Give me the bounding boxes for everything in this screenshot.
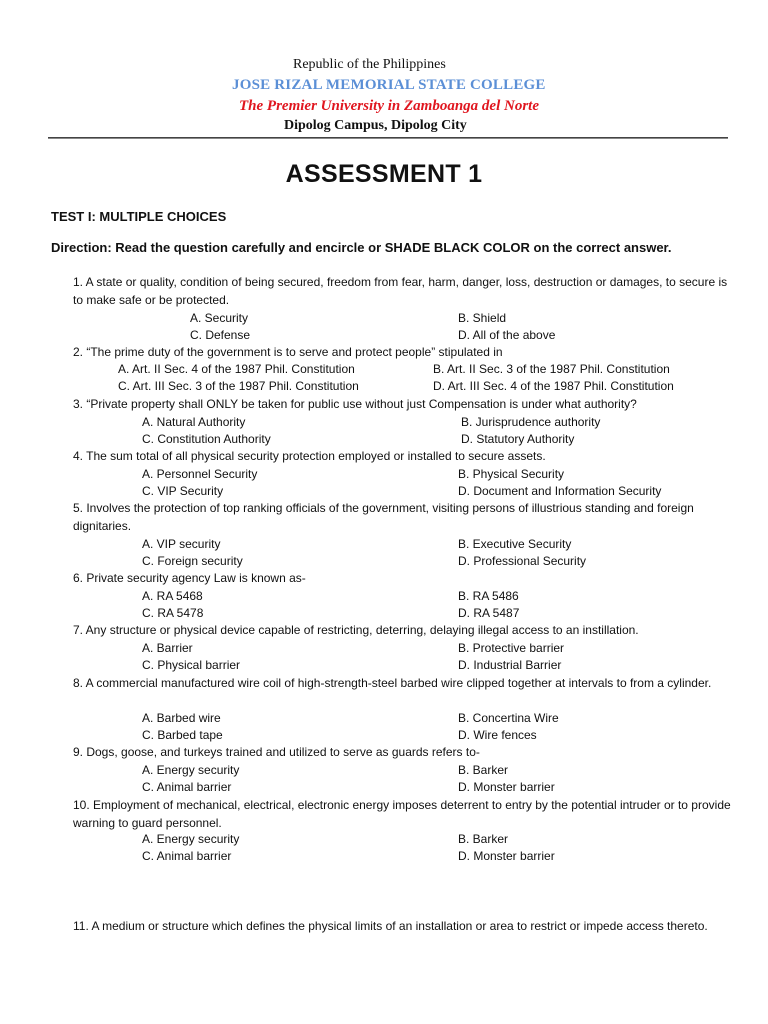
question-text: 2. “The prime duty of the government is to serve and protect people” stipulated in <box>73 345 503 359</box>
option-c[interactable]: C. Art. III Sec. 3 of the 1987 Phil. Constitution <box>118 379 359 393</box>
campus-line: Dipolog Campus, Dipolog City <box>284 118 467 133</box>
question-text: 3. “Private property shall ONLY be taken for public use without just Compensation is under what authority? <box>73 397 637 411</box>
option-d[interactable]: D. RA 5487 <box>458 606 520 620</box>
option-d[interactable]: D. Statutory Authority <box>461 432 575 446</box>
test-heading: TEST I: MULTIPLE CHOICES <box>51 209 227 224</box>
option-d[interactable]: D. Document and Information Security <box>458 484 662 498</box>
option-d[interactable]: D. Monster barrier <box>458 780 555 794</box>
question-text: 1. A state or quality, condition of being secured, freedom from fear, harm, danger, loss, destruction or damages, to secure is to make safe or be protected. <box>73 275 728 307</box>
question-text: 6. Private security agency Law is known as- <box>73 571 306 585</box>
college-name: JOSE RIZAL MEMORIAL STATE COLLEGE <box>232 77 546 93</box>
option-c[interactable]: C. Physical barrier <box>142 658 241 672</box>
question-text: 4. The sum total of all physical security protection employed or installed to secure assets. <box>73 449 546 463</box>
option-c[interactable]: C. Constitution Authority <box>142 432 271 446</box>
option-b[interactable]: B. Physical Security <box>458 467 565 481</box>
option-c[interactable]: C. Foreign security <box>142 554 243 568</box>
option-a[interactable]: A. Natural Authority <box>142 415 246 429</box>
question-text: 9. Dogs, goose, and turkeys trained and utilized to serve as guards refers to- <box>73 745 480 759</box>
option-d[interactable]: D. Wire fences <box>458 728 537 742</box>
option-c[interactable]: C. VIP Security <box>142 484 224 498</box>
option-b[interactable]: B. Concertina Wire <box>458 711 559 725</box>
header-divider <box>48 137 728 139</box>
option-c[interactable]: C. Animal barrier <box>142 849 232 863</box>
direction-text: Direction: Read the question carefully and encircle or SHADE BLACK COLOR on the correct answer. <box>51 240 672 255</box>
question-text: 11. A medium or structure which defines the physical limits of an installation or area to restrict or impede access thereto. <box>73 919 708 933</box>
option-c[interactable]: C. Barbed tape <box>142 728 223 742</box>
option-a[interactable]: A. Barbed wire <box>142 711 221 725</box>
option-a[interactable]: A. Personnel Security <box>142 467 258 481</box>
option-d[interactable]: D. Industrial Barrier <box>458 658 562 672</box>
option-a[interactable]: A. VIP security <box>142 537 221 551</box>
option-b[interactable]: B. Barker <box>458 763 509 777</box>
option-b[interactable]: B. Art. II Sec. 3 of the 1987 Phil. Constitution <box>433 362 670 376</box>
country-line: Republic of the Philippines <box>293 57 446 72</box>
option-c[interactable]: C. Defense <box>190 328 251 342</box>
option-d[interactable]: D. Art. III Sec. 4 of the 1987 Phil. Constitution <box>433 379 674 393</box>
option-a[interactable]: A. Art. II Sec. 4 of the 1987 Phil. Constitution <box>118 362 355 376</box>
option-b[interactable]: B. Protective barrier <box>458 641 565 655</box>
option-a[interactable]: A. Security <box>190 311 249 325</box>
question-text: 5. Involves the protection of top ranking officials of the government, visiting persons of illustrious standing and foreign dignitaries. <box>73 501 694 533</box>
college-tagline: The Premier University in Zamboanga del Norte <box>239 98 539 114</box>
option-a[interactable]: A. RA 5468 <box>142 589 203 603</box>
option-d[interactable]: D. Professional Security <box>458 554 587 568</box>
page-title: ASSESSMENT 1 <box>285 160 483 188</box>
option-b[interactable]: B. Shield <box>458 311 507 325</box>
option-b[interactable]: B. Jurisprudence authority <box>461 415 601 429</box>
option-b[interactable]: B. Barker <box>458 832 509 846</box>
question-text: 8. A commercial manufactured wire coil of high-strength-steel barbed wire clipped together at intervals to from a cylinder. <box>73 676 712 690</box>
option-c[interactable]: C. RA 5478 <box>142 606 204 620</box>
option-c[interactable]: C. Animal barrier <box>142 780 232 794</box>
question-text: 10. Employment of mechanical, electrical, electronic energy imposes deterrent to entry by the potential intruder or to provide warning to guard personnel. <box>73 798 731 830</box>
option-b[interactable]: B. Executive Security <box>458 537 572 551</box>
option-a[interactable]: A. Barrier <box>142 641 193 655</box>
option-d[interactable]: D. All of the above <box>458 328 556 342</box>
option-b[interactable]: B. RA 5486 <box>458 589 519 603</box>
question-text: 7. Any structure or physical device capable of restricting, deterring, delaying illegal access to an instillation. <box>73 623 639 637</box>
option-a[interactable]: A. Energy security <box>142 763 240 777</box>
option-d[interactable]: D. Monster barrier <box>458 849 555 863</box>
option-a[interactable]: A. Energy security <box>142 832 240 846</box>
